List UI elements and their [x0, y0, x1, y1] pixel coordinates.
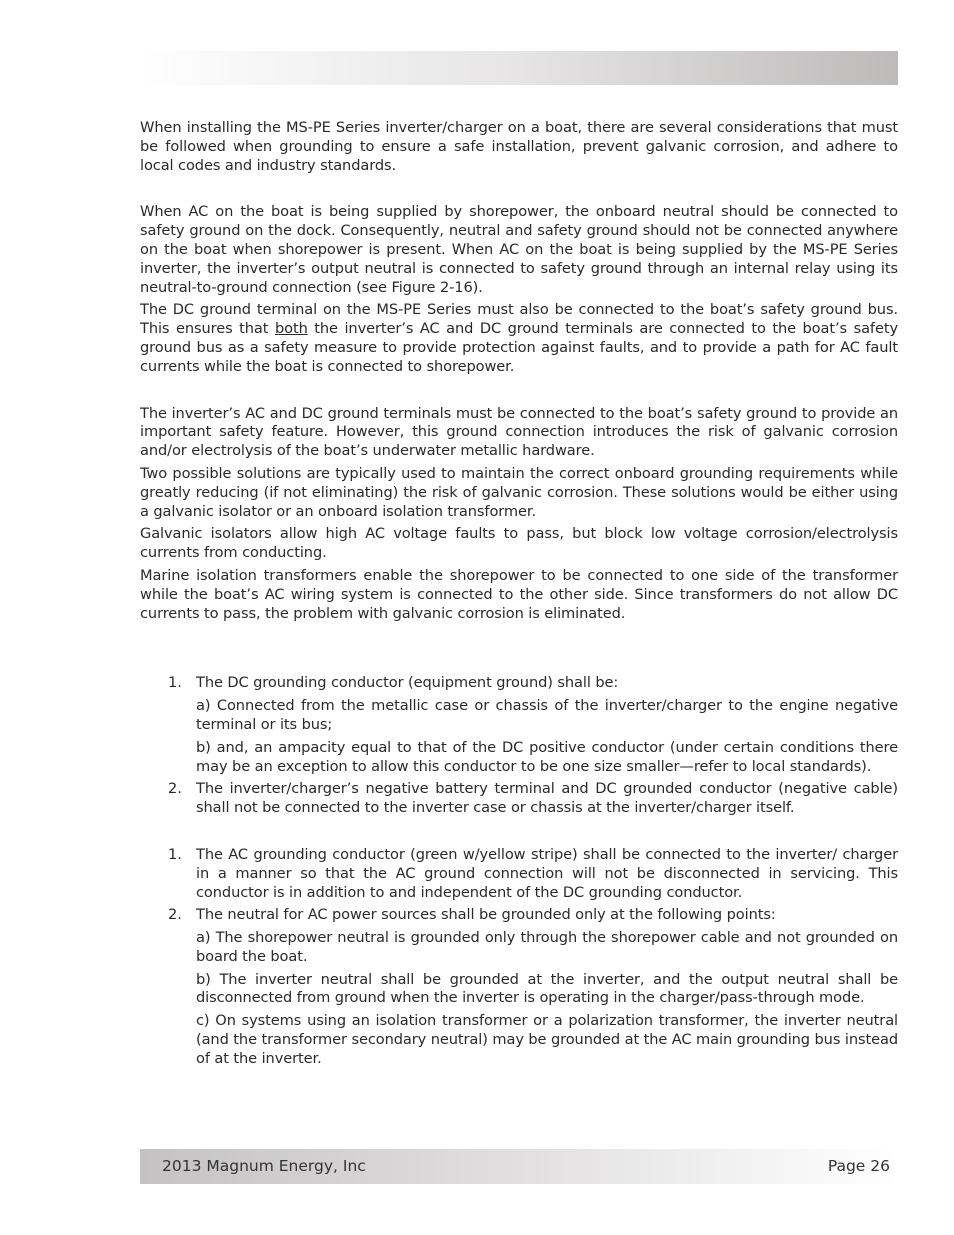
shorepower-paragraph-2: The DC ground terminal on the MS-PE Series must also be connected to the boat’s safety ground bus. This ensures that both the inverter’s AC and DC ground terminals are connected to the boat’s safety ground bus as a safety measure to provide protection against faults, and to provide a path for AC fault currents while the boat is connected to shorepower.	[140, 301, 898, 375]
galvanic-paragraph-2: Two possible solutions are typically used to maintain the correct onboard grounding requirements while greatly reducing (if not eliminating) the risk of galvanic corrosion. These solutions would be either using a galvanic isolator or an onboard isolation transformer.	[140, 464, 898, 520]
shorepower-paragraph-1: When AC on the boat is being supplied by shorepower, the onboard neutral should be connected to safety ground on the dock. Consequently, neutral and safety ground should not be connected anywhere on the boat when shorepower is present. When AC on the boat is being supplied by the MS-PE Series inverter, the inverter’s output neutral is connected to safety ground through an internal relay using its neutral-to-ground connection (see Figure 2-16).	[140, 203, 898, 296]
footer-copyright: 2013 Magnum Energy, Inc	[162, 1157, 366, 1175]
list-item: 1. The DC grounding conductor (equipment ground) shall be: a) Connected from the metallic case or chassis of the inverter/charger to the engine negative terminal or its bus; b) and, an ampacity equal to that of the DC positive conductor (under certain conditions there may be an exception to allow this conductor to be one size smaller—refer to local standards).	[168, 674, 898, 775]
footer-bar	[140, 1149, 898, 1184]
sub-item: b) and, an ampacity equal to that of the DC positive conductor (under certain conditions there may be an exception to allow this conductor to be one size smaller—refer to local standards).	[196, 738, 898, 775]
page-number: Page 26	[827, 1157, 890, 1175]
list-item: 2. The neutral for AC power sources shall be grounded only at the following points: a) The shorepower neutral is grounded only through the shorepower cable and not grounded on board the boat. b) The inverter neutral shall be grounded at the inverter, and the output neutral shall be disconnected from ground when the inverter is operating in the charger/pass-through mode. c) On systems using an isolation transformer or a polarization transformer, the inverter neutral (and the transformer secondary neutral) may be grounded at the AC main grounding bus instead of at the inverter.	[168, 906, 898, 1067]
sub-item: c) On systems using an isolation transformer or a polarization transformer, the inverter neutral (and the transformer secondary neutral) may be grounded at the AC main grounding bus instead of at the inverter.	[196, 1012, 898, 1067]
emphasis-both: both	[274, 320, 308, 338]
galvanic-paragraph-1: The inverter’s AC and DC ground terminals must be connected to the boat’s safety ground to provide an important safety feature. However, this ground connection introduces the risk of galvanic corrosion and/or electrolysis of the boat’s underwater metallic hardware.	[140, 404, 898, 460]
sub-item: a) The shorepower neutral is grounded only through the shorepower cable and not grounded on board the boat.	[196, 929, 898, 965]
list-item: 1. The AC grounding conductor (green w/yellow stripe) shall be connected to the inverter/ charger in a manner so that the AC ground connection will not be disconnected in servicing. This conductor is in addition to and independent of the DC grounding conductor.	[168, 845, 898, 901]
list-item: 2. The inverter/charger’s negative battery terminal and DC grounded conductor (negative cable) shall not be connected to the inverter case or chassis at the inverter/charger itself.	[168, 780, 898, 817]
ac-grounding-list	[168, 846, 898, 1069]
page-content	[140, 119, 898, 1069]
galvanic-paragraph-4: Marine isolation transformers enable the shorepower to be connected to one side of the transformer while the boat’s AC wiring system is connected to the other side. Since transformers do not allow DC currents to pass, the problem with galvanic corrosion is eliminated.	[140, 566, 898, 622]
sub-item: b) The inverter neutral shall be grounded at the inverter, and the output neutral shall be disconnected from ground when the inverter is operating in the charger/pass-through mode.	[196, 970, 898, 1007]
galvanic-paragraph-3: Galvanic isolators allow high AC voltage faults to pass, but block low voltage corrosion/electrolysis currents from conducting.	[140, 525, 898, 562]
sub-item: a) Connected from the metallic case or chassis of the inverter/charger to the engine negative terminal or its bus;	[196, 697, 898, 733]
dc-grounding-list	[168, 674, 898, 818]
header-bar	[140, 51, 898, 85]
intro-paragraph: When installing the MS-PE Series inverter/charger on a boat, there are several considerations that must be followed when grounding to ensure a safe installation, prevent galvanic corrosion, and adhere to local codes and industry standards.	[140, 119, 898, 174]
